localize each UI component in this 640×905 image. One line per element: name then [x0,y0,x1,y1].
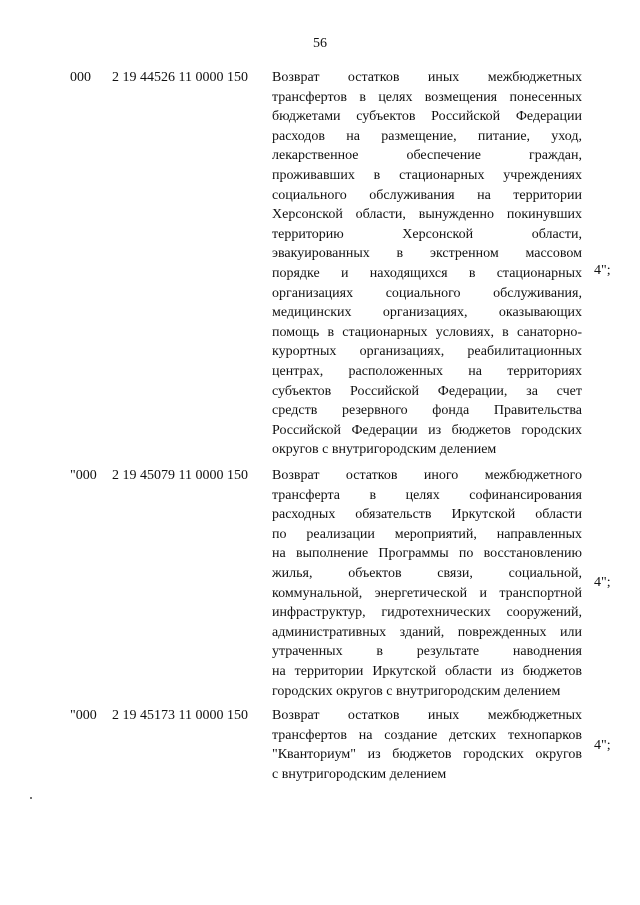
row-amount: 4"; [594,263,611,278]
description-line: по реализации мероприятий, направленных [272,526,582,542]
description-line: трансфертов в целях возмещения понесенных [272,89,582,105]
description-line: организациях социального обслуживания, [272,285,582,301]
description-line: расходных обязательств Иркутской области [272,507,582,523]
row-description [272,466,582,701]
description-line: "Кванториум" из бюджетов городских округов [272,747,582,763]
description-line: округов с внутригородским делением [272,442,497,458]
description-line: медицинских организациях, оказывающих [272,305,582,321]
description-line: лекарственное обеспечение граждан, [272,148,582,164]
description-line: курортных организациях, реабилитационных [272,344,582,360]
description-line: социального обслуживания на территории [272,187,582,203]
row-description [272,706,582,784]
description-line: административных зданий, поврежденных или [272,624,582,640]
description-line: помощь в стационарных условиях, в санаторно- [272,324,582,340]
description-line: Херсонской области, вынужденно покинувших [272,207,582,223]
description-line: трансферта в целях софинансирования [272,487,582,503]
description-line: центрах, расположенных на территориях [272,363,582,379]
description-line: порядке и находящихся в стационарных [272,265,582,281]
description-line: субъектов Российской Федерации, за счет [272,383,582,399]
description-line: городских округов с внутригородским делением [272,683,561,699]
description-line: Российской Федерации из бюджетов городских [272,422,582,438]
row-description [272,68,582,460]
scan-speck [30,797,32,799]
description-line: жилья, объектов связи, социальной, [272,565,582,581]
description-line: утраченных в результате наводнения [272,644,582,660]
description-line: инфраструктур, гидротехнических сооружений, [272,605,582,621]
description-line: на территории Иркутской области из бюджетов [272,663,582,679]
description-line: расходов на размещение, питание, уход, [272,128,582,144]
description-line: бюджетами субъектов Российской Федерации [272,109,582,125]
description-line: с внутригородским делением [272,766,447,782]
description-line: Возврат остатков иных межбюджетных [272,708,582,723]
description-line: средств резервного фонда Правительства [272,403,582,419]
row-code: "000 [70,468,97,483]
description-line: Возврат остатков иного межбюджетного [272,468,582,483]
description-line: эвакуированных в экстренном массовом [272,246,582,262]
description-line: Возврат остатков иных межбюджетных [272,70,582,85]
description-line: трансфертов на создание детских технопарков [272,727,582,743]
row-classification-code: 2 19 45079 11 0000 150 [112,468,248,483]
row-classification-code: 2 19 44526 11 0000 150 [112,70,248,85]
row-amount: 4"; [594,738,611,753]
description-line: территорию Херсонской области, [272,226,582,242]
description-line: проживавших в стационарных учреждениях [272,167,582,183]
row-classification-code: 2 19 45173 11 0000 150 [112,708,248,723]
row-amount: 4"; [594,575,611,590]
row-code: "000 [70,708,97,723]
page-number: 56 [313,36,327,51]
description-line: на выполнение Программы по восстановлению [272,546,582,562]
row-code: 000 [70,70,91,85]
description-line: коммунальной, энергетической и транспортной [272,585,582,601]
